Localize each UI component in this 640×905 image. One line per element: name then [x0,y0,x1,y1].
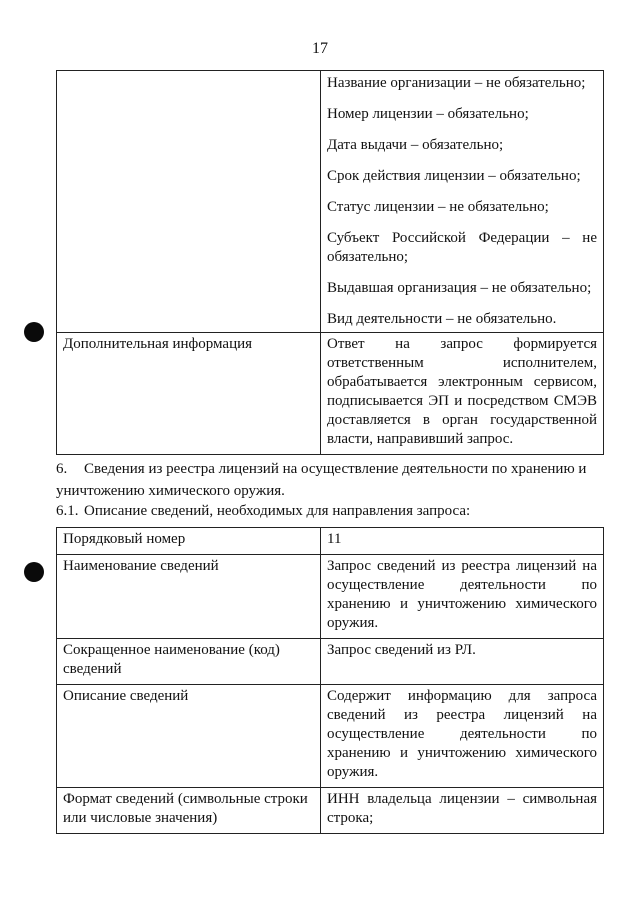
punch-hole-top [24,322,44,342]
punch-hole-bottom [24,562,44,582]
row-label: Сокращенное наименование (код) сведений [57,639,321,685]
field-item: Срок действия лицензии – обязательно; [327,168,581,184]
section-number: 6. [56,461,68,477]
row-value: Содержит информацию для запроса сведений из реестра лицензий на осуществление деятельности по хранению и уничтожению химического оружия. [321,685,604,788]
row-label: Наименование сведений [57,555,321,639]
empty-label-cell [57,71,321,333]
section-text: Описание сведений, необходимых для направления запроса: [84,503,471,519]
license-fields-table [56,70,604,455]
request-description-table [56,527,604,834]
section-number: 6.1. [56,503,79,519]
additional-info-value: Ответ на запрос формируется ответственным исполнителем, обрабатывается электронным сервисом, подписывается ЭП и посредством СМЭВ доставляется в орган государственной власти, направивший запрос. [321,333,604,455]
row-label: Порядковый номер [57,528,321,555]
section-6-heading [56,458,604,502]
field-item: Название организации – не обязательно; [327,75,586,91]
table-row [57,333,604,455]
table-row [57,788,604,834]
row-label: Формат сведений (символьные строки или числовые значения) [57,788,321,834]
section-text: Сведения из реестра лицензий на осуществление деятельности по хранению и уничтожению химического оружия. [56,461,587,499]
field-item: Дата выдачи – обязательно; [327,137,504,153]
field-item: Выдавшая организация – не обязательно; [327,280,592,296]
page-number: 17 [312,40,328,57]
fields-list-cell [321,71,604,333]
row-value: Запрос сведений из РЛ. [321,639,604,685]
field-item: Номер лицензии – обязательно; [327,106,529,122]
table-row [57,685,604,788]
row-value: ИНН владельца лицензии – символьная строка; [321,788,604,834]
row-value: 11 [321,528,604,555]
table-row [57,555,604,639]
field-item: Вид деятельности – не обязательно. [327,311,557,327]
field-item: Статус лицензии – не обязательно; [327,199,549,215]
table-row [57,71,604,333]
table-row [57,639,604,685]
additional-info-label: Дополнительная информация [57,333,321,455]
section-6-1-heading [56,500,604,522]
row-value: Запрос сведений из реестра лицензий на осуществление деятельности по хранению и уничтожению химического оружия. [321,555,604,639]
field-item: Субъект Российской Федерации – не обязательно; [327,230,597,265]
table-row [57,528,604,555]
row-label: Описание сведений [57,685,321,788]
